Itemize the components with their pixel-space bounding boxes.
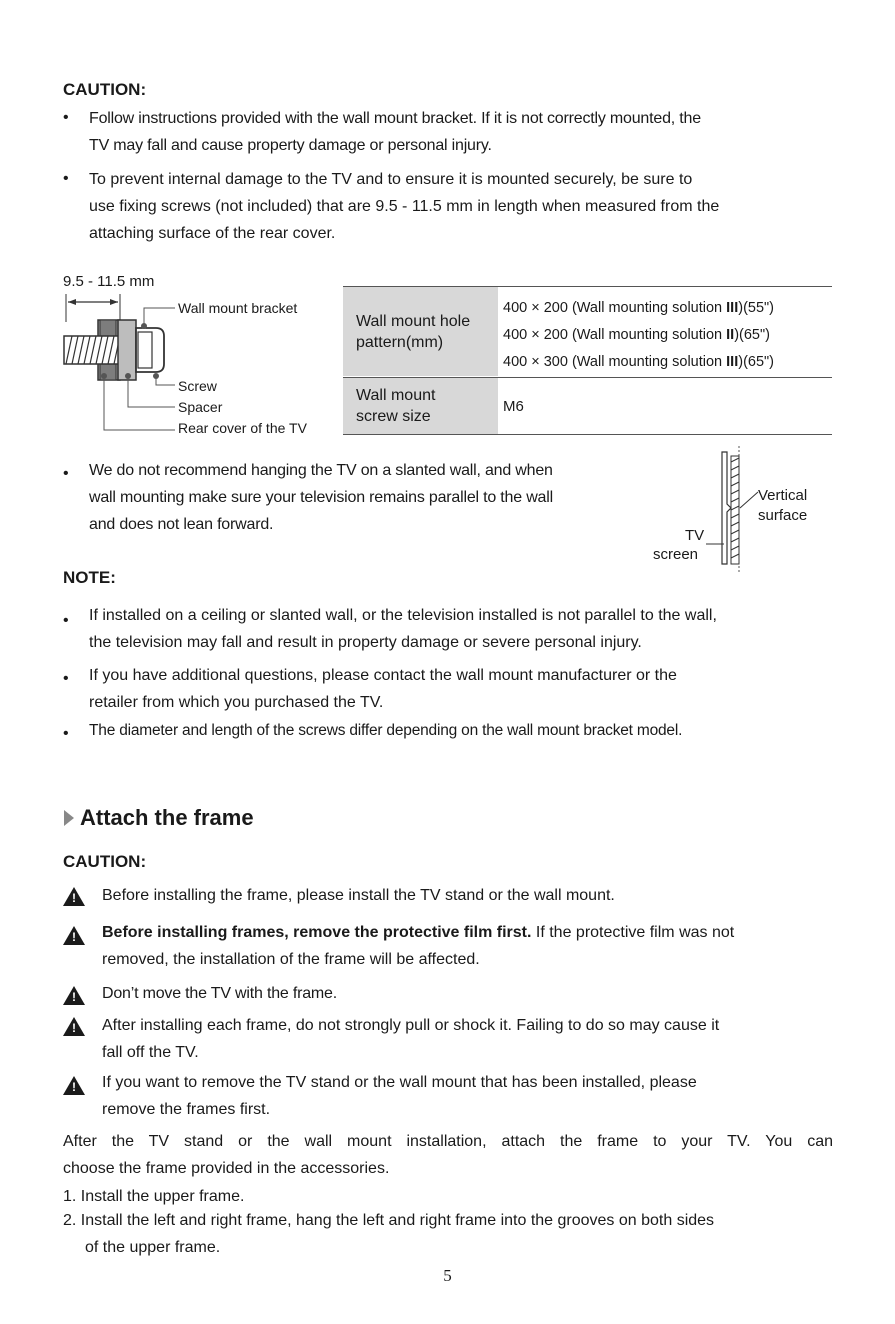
label-wall-mount-bracket: Wall mount bracket	[178, 300, 298, 316]
screw-diagram	[60, 292, 190, 437]
vertical-wall-figure	[700, 446, 760, 576]
hole-pattern-1: 400 × 200 (Wall mounting solution III)(55")	[503, 300, 774, 316]
frame-step-2: 2. Install the left and right frame, hang the left and right frame into the grooves on both sides of the upper frame.	[63, 1212, 715, 1256]
frame-caution-heading: CAUTION:	[63, 852, 147, 871]
label-vertical-surface: Vertical surface	[758, 487, 808, 524]
warning-icon: !	[63, 986, 85, 1005]
hole-pattern-3: 400 × 300 (Wall mounting solution III)(65")	[503, 354, 774, 370]
screw-length-dimension: 9.5 - 11.5 mm	[63, 273, 155, 290]
bullet-marker: •	[63, 170, 69, 187]
label-screw: Screw	[178, 378, 217, 394]
bullet-marker: •	[63, 725, 69, 742]
table-row-values	[503, 295, 774, 376]
note-item-2: If you have additional questions, please contact the wall mount manufacturer or the retailer from which you purchased the TV.	[89, 667, 677, 711]
hole-pattern-2: 400 × 200 (Wall mounting solution II)(65")	[503, 327, 770, 343]
table-row-label: Wall mount hole pattern(mm)	[343, 287, 498, 376]
section-title: Attach the frame	[80, 805, 254, 830]
caution-item-2: To prevent internal damage to the TV and to ensure it is mounted securely, be sure to use fixing screws (not included) that are 9.5 - 11.5 mm in length when measured from the attaching surface of the rear cover.	[89, 171, 720, 242]
section-arrow-icon	[63, 809, 75, 827]
bullet-marker: •	[63, 612, 69, 629]
label-tv: TV	[685, 527, 705, 544]
warning-icon: !	[63, 887, 85, 906]
label-rear-cover: Rear cover of the TV	[178, 420, 307, 436]
caution-item-1: Follow instructions provided with the wall mount bracket. If it is not correctly mounted, the TV may fall and cause property damage or personal injury.	[89, 110, 701, 154]
frame-instructions-paragraph: After the TV stand or the wall mount installation, attach the frame to your TV. You can choose the frame provided in the accessories.	[63, 1133, 833, 1177]
screw-size-value: M6	[503, 398, 524, 415]
frame-warning-1: Before installing the frame, please install the TV stand or the wall mount.	[102, 887, 615, 904]
slant-wall-item: We do not recommend hanging the TV on a slanted wall, and when wall mounting make sure your television remains parallel to the wall and does not lean forward.	[89, 462, 553, 533]
warning-icon: !	[63, 926, 85, 945]
caution-heading: CAUTION:	[63, 80, 147, 99]
warning-icon: !	[63, 1017, 85, 1036]
label-spacer: Spacer	[178, 399, 223, 415]
frame-warning-2: Before installing frames, remove the protective film first. If the protective film was not removed, the installation of the frame will be affected.	[102, 924, 735, 968]
frame-warning-5: If you want to remove the TV stand or the wall mount that has been installed, please remove the frames first.	[102, 1074, 697, 1118]
table-rule	[343, 434, 832, 435]
frame-warning-4: After installing each frame, do not strongly pull or shock it. Failing to do so may cause it fall off the TV.	[102, 1017, 720, 1061]
label-screen: screen	[653, 546, 699, 563]
bullet-marker: •	[63, 465, 69, 482]
wall-mount-spec-table	[343, 286, 832, 435]
frame-step-1: 1. Install the upper frame.	[63, 1188, 245, 1205]
note-heading: NOTE:	[63, 568, 116, 587]
bullet-marker: •	[63, 109, 69, 126]
table-row-label: Wall mount screw size	[343, 378, 498, 434]
note-item-1: If installed on a ceiling or slanted wall, or the television installed is not parallel to the wall, the television may fall and result in property damage or severe personal injury.	[89, 607, 717, 651]
page-number: 5	[443, 1266, 452, 1285]
warning-icon: !	[63, 1076, 85, 1095]
frame-warning-3: Don’t move the TV with the frame.	[102, 985, 337, 1002]
bullet-marker: •	[63, 670, 69, 687]
note-item-3: The diameter and length of the screws differ depending on the wall mount bracket model.	[89, 722, 683, 739]
